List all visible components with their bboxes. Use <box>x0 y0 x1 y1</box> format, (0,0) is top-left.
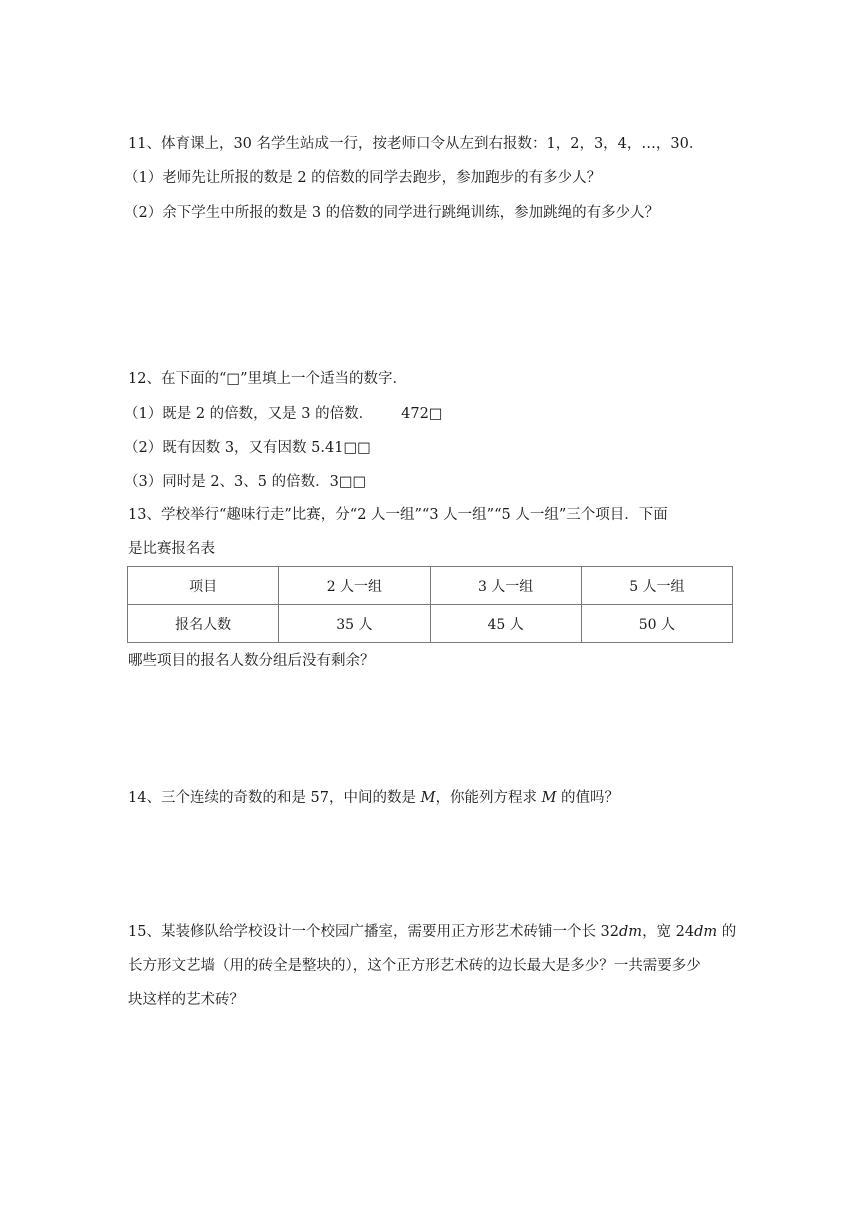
table-cell: 报名人数 <box>128 605 279 643</box>
q15-unit-dm: dm <box>694 924 718 940</box>
q14-text-b: ，你能列方程求 <box>435 790 542 806</box>
q11-part2: （2）余下学生中所报的数是 3 的倍数的同学进行跳绳训练，参加跳绳的有多少人？ <box>124 205 660 221</box>
q14-text-a: 14、三个连续的奇数的和是 57，中间的数是 <box>128 790 421 806</box>
table-header-cell: 3 人一组 <box>430 567 581 605</box>
q12-stem: 12、在下面的“□”里填上一个适当的数字． <box>128 371 407 387</box>
table-header-row <box>128 567 733 605</box>
q15-unit-dm: dm <box>619 924 643 940</box>
table-header-cell: 项目 <box>128 567 279 605</box>
q13-stem-line1: 13、学校举行“趣味行走”比赛，分“2 人一组”“3 人一组”“5 人一组”三个项目．下面 <box>128 507 668 523</box>
q15-line1 <box>128 922 736 942</box>
q15-line3: 块这样的艺术砖？ <box>128 992 244 1008</box>
table-cell: 35 人 <box>279 605 430 643</box>
table-cell: 50 人 <box>581 605 732 643</box>
q12-part1: （1）既是 2 的倍数，又是 3 的倍数． <box>124 406 374 422</box>
q14-var-m: M <box>420 790 436 806</box>
signup-table <box>127 566 733 643</box>
q13-question: 哪些项目的报名人数分组后没有剩余？ <box>128 653 375 669</box>
table-header-cell: 5 人一组 <box>581 567 732 605</box>
table-row <box>128 605 733 643</box>
q14-var-m: M <box>541 790 557 806</box>
q12-part1-answer: 472□ <box>401 406 443 422</box>
q12-part3: （3）同时是 2、3、5 的倍数．3□□ <box>124 474 367 490</box>
q14-text <box>128 788 619 808</box>
q12-part2: （2）既有因数 3，又有因数 5.41□□ <box>124 440 371 456</box>
table-cell: 45 人 <box>430 605 581 643</box>
q11-stem: 11、体育课上，30 名学生站成一行，按老师口令从左到右报数：1，2，3，4，…，30． <box>128 136 704 152</box>
q15-line1-c: 的 <box>717 924 737 940</box>
q12-part1-row <box>124 404 443 424</box>
q15-line1-a: 15、某装修队给学校设计一个校园广播室，需要用正方形艺术砖铺一个长 32 <box>128 924 620 940</box>
q15-line1-b: ，宽 24 <box>642 924 695 940</box>
q14-text-c: 的值吗？ <box>556 790 620 806</box>
q13-stem-line2: 是比赛报名表 <box>128 541 215 557</box>
q11-part1: （1）老师先让所报的数是 2 的倍数的同学去跑步，参加跑步的有多少人？ <box>124 170 602 186</box>
q15-line2: 长方形文艺墙（用的砖全是整块的），这个正方形艺术砖的边长最大是多少？一共需要多少 <box>128 958 701 974</box>
table-header-cell: 2 人一组 <box>279 567 430 605</box>
